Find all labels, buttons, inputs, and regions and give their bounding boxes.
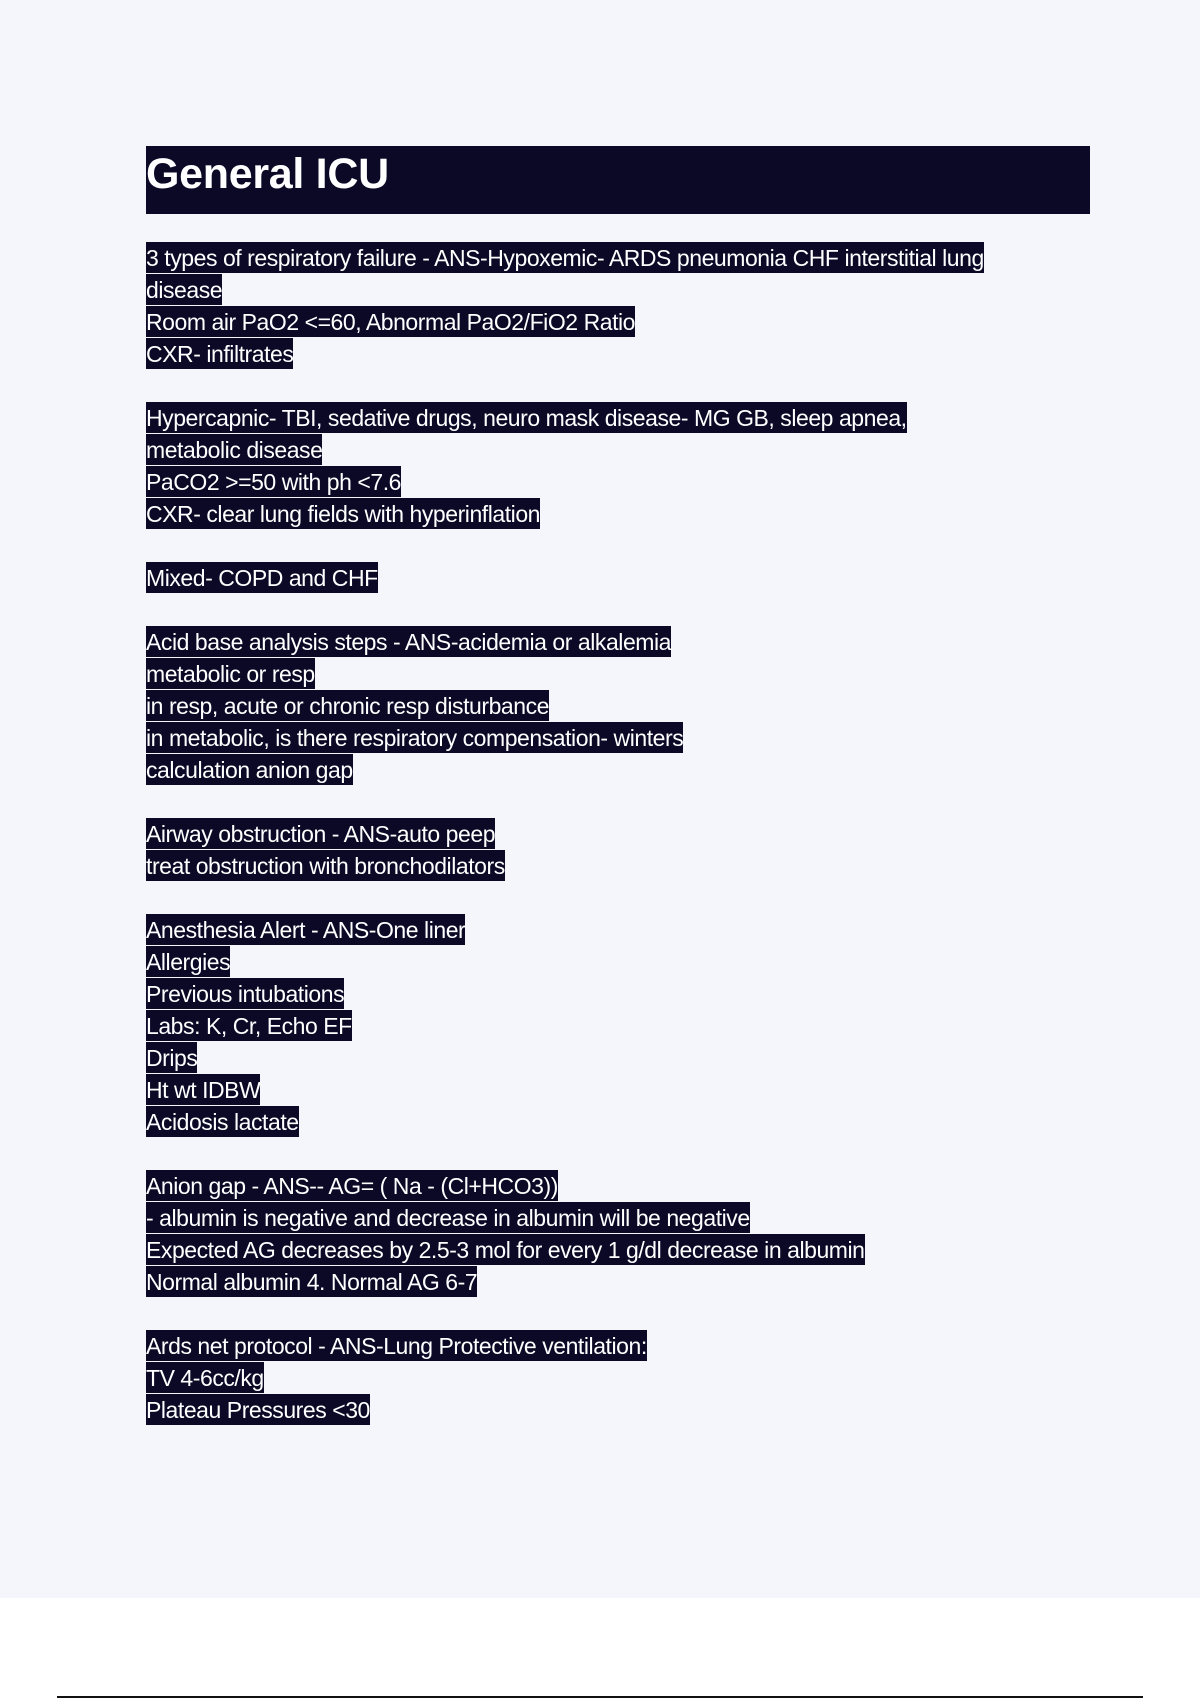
highlighted-text: Plateau Pressures <30 [146,1394,370,1425]
text-line [146,466,1090,498]
blank-line [146,370,1090,402]
text-line [146,1106,1090,1138]
text-line [146,274,1090,306]
text-line [146,1362,1090,1394]
text-line [146,1234,1090,1266]
highlighted-text: - albumin is negative and decrease in albumin will be negative [146,1202,750,1233]
highlighted-text: metabolic disease [146,434,322,465]
highlighted-text: Ards net protocol - ANS-Lung Protective ventilation: [146,1330,647,1361]
text-line [146,1394,1090,1426]
text-line [146,818,1090,850]
highlighted-text: Ht wt IDBW [146,1074,260,1105]
text-line [146,754,1090,786]
text-line [146,1266,1090,1298]
blank-line [146,1298,1090,1330]
highlighted-text: Labs: K, Cr, Echo EF [146,1010,352,1041]
text-body [146,242,1090,1426]
text-line [146,978,1090,1010]
text-line [146,1010,1090,1042]
highlighted-text: metabolic or resp [146,658,315,689]
title-bar [146,146,1090,214]
text-line [146,1170,1090,1202]
text-line [146,434,1090,466]
highlighted-text: treat obstruction with bronchodilators [146,850,505,881]
text-line [146,402,1090,434]
text-line [146,658,1090,690]
highlighted-text: 3 types of respiratory failure - ANS-Hypoxemic- ARDS pneumonia CHF interstitial lung [146,242,984,273]
text-line [146,946,1090,978]
highlighted-text: Acidosis lactate [146,1106,299,1137]
bottom-divider [57,1696,1143,1698]
text-line [146,1202,1090,1234]
text-line [146,1074,1090,1106]
highlighted-text: Anion gap - ANS-- AG= ( Na - (Cl+HCO3)) [146,1170,558,1201]
highlighted-text: calculation anion gap [146,754,353,785]
highlighted-text: Expected AG decreases by 2.5-3 mol for every 1 g/dl decrease in albumin [146,1234,865,1265]
blank-line [146,882,1090,914]
text-line [146,562,1090,594]
highlighted-text: Hypercapnic- TBI, sedative drugs, neuro mask disease- MG GB, sleep apnea, [146,402,907,433]
text-line [146,306,1090,338]
highlighted-text: Previous intubations [146,978,344,1009]
highlighted-text: Acid base analysis steps - ANS-acidemia or alkalemia [146,626,671,657]
highlighted-text: Anesthesia Alert - ANS-One liner [146,914,465,945]
text-line [146,722,1090,754]
blank-line [146,530,1090,562]
text-line [146,850,1090,882]
highlighted-text: TV 4-6cc/kg [146,1362,264,1393]
document-content [146,146,1090,1426]
blank-line [146,1138,1090,1170]
text-line [146,498,1090,530]
blank-line [146,786,1090,818]
text-line [146,1042,1090,1074]
highlighted-text: CXR- clear lung fields with hyperinflation [146,498,540,529]
highlighted-text: Drips [146,1042,197,1073]
blank-line [146,594,1090,626]
page-title: General ICU [146,150,389,198]
highlighted-text: disease [146,274,222,305]
highlighted-text: Mixed- COPD and CHF [146,562,378,593]
highlighted-text: Allergies [146,946,230,977]
highlighted-text: Airway obstruction - ANS-auto peep [146,818,495,849]
text-line [146,1330,1090,1362]
text-line [146,242,1090,274]
highlighted-text: Normal albumin 4. Normal AG 6-7 [146,1266,477,1297]
highlighted-text: in metabolic, is there respiratory compensation- winters [146,722,683,753]
highlighted-text: Room air PaO2 <=60, Abnormal PaO2/FiO2 Ratio [146,306,635,337]
text-line [146,626,1090,658]
highlighted-text: CXR- infiltrates [146,338,293,369]
text-line [146,690,1090,722]
highlighted-text: PaCO2 >=50 with ph <7.6 [146,466,401,497]
text-line [146,914,1090,946]
text-line [146,338,1090,370]
highlighted-text: in resp, acute or chronic resp disturbance [146,690,549,721]
